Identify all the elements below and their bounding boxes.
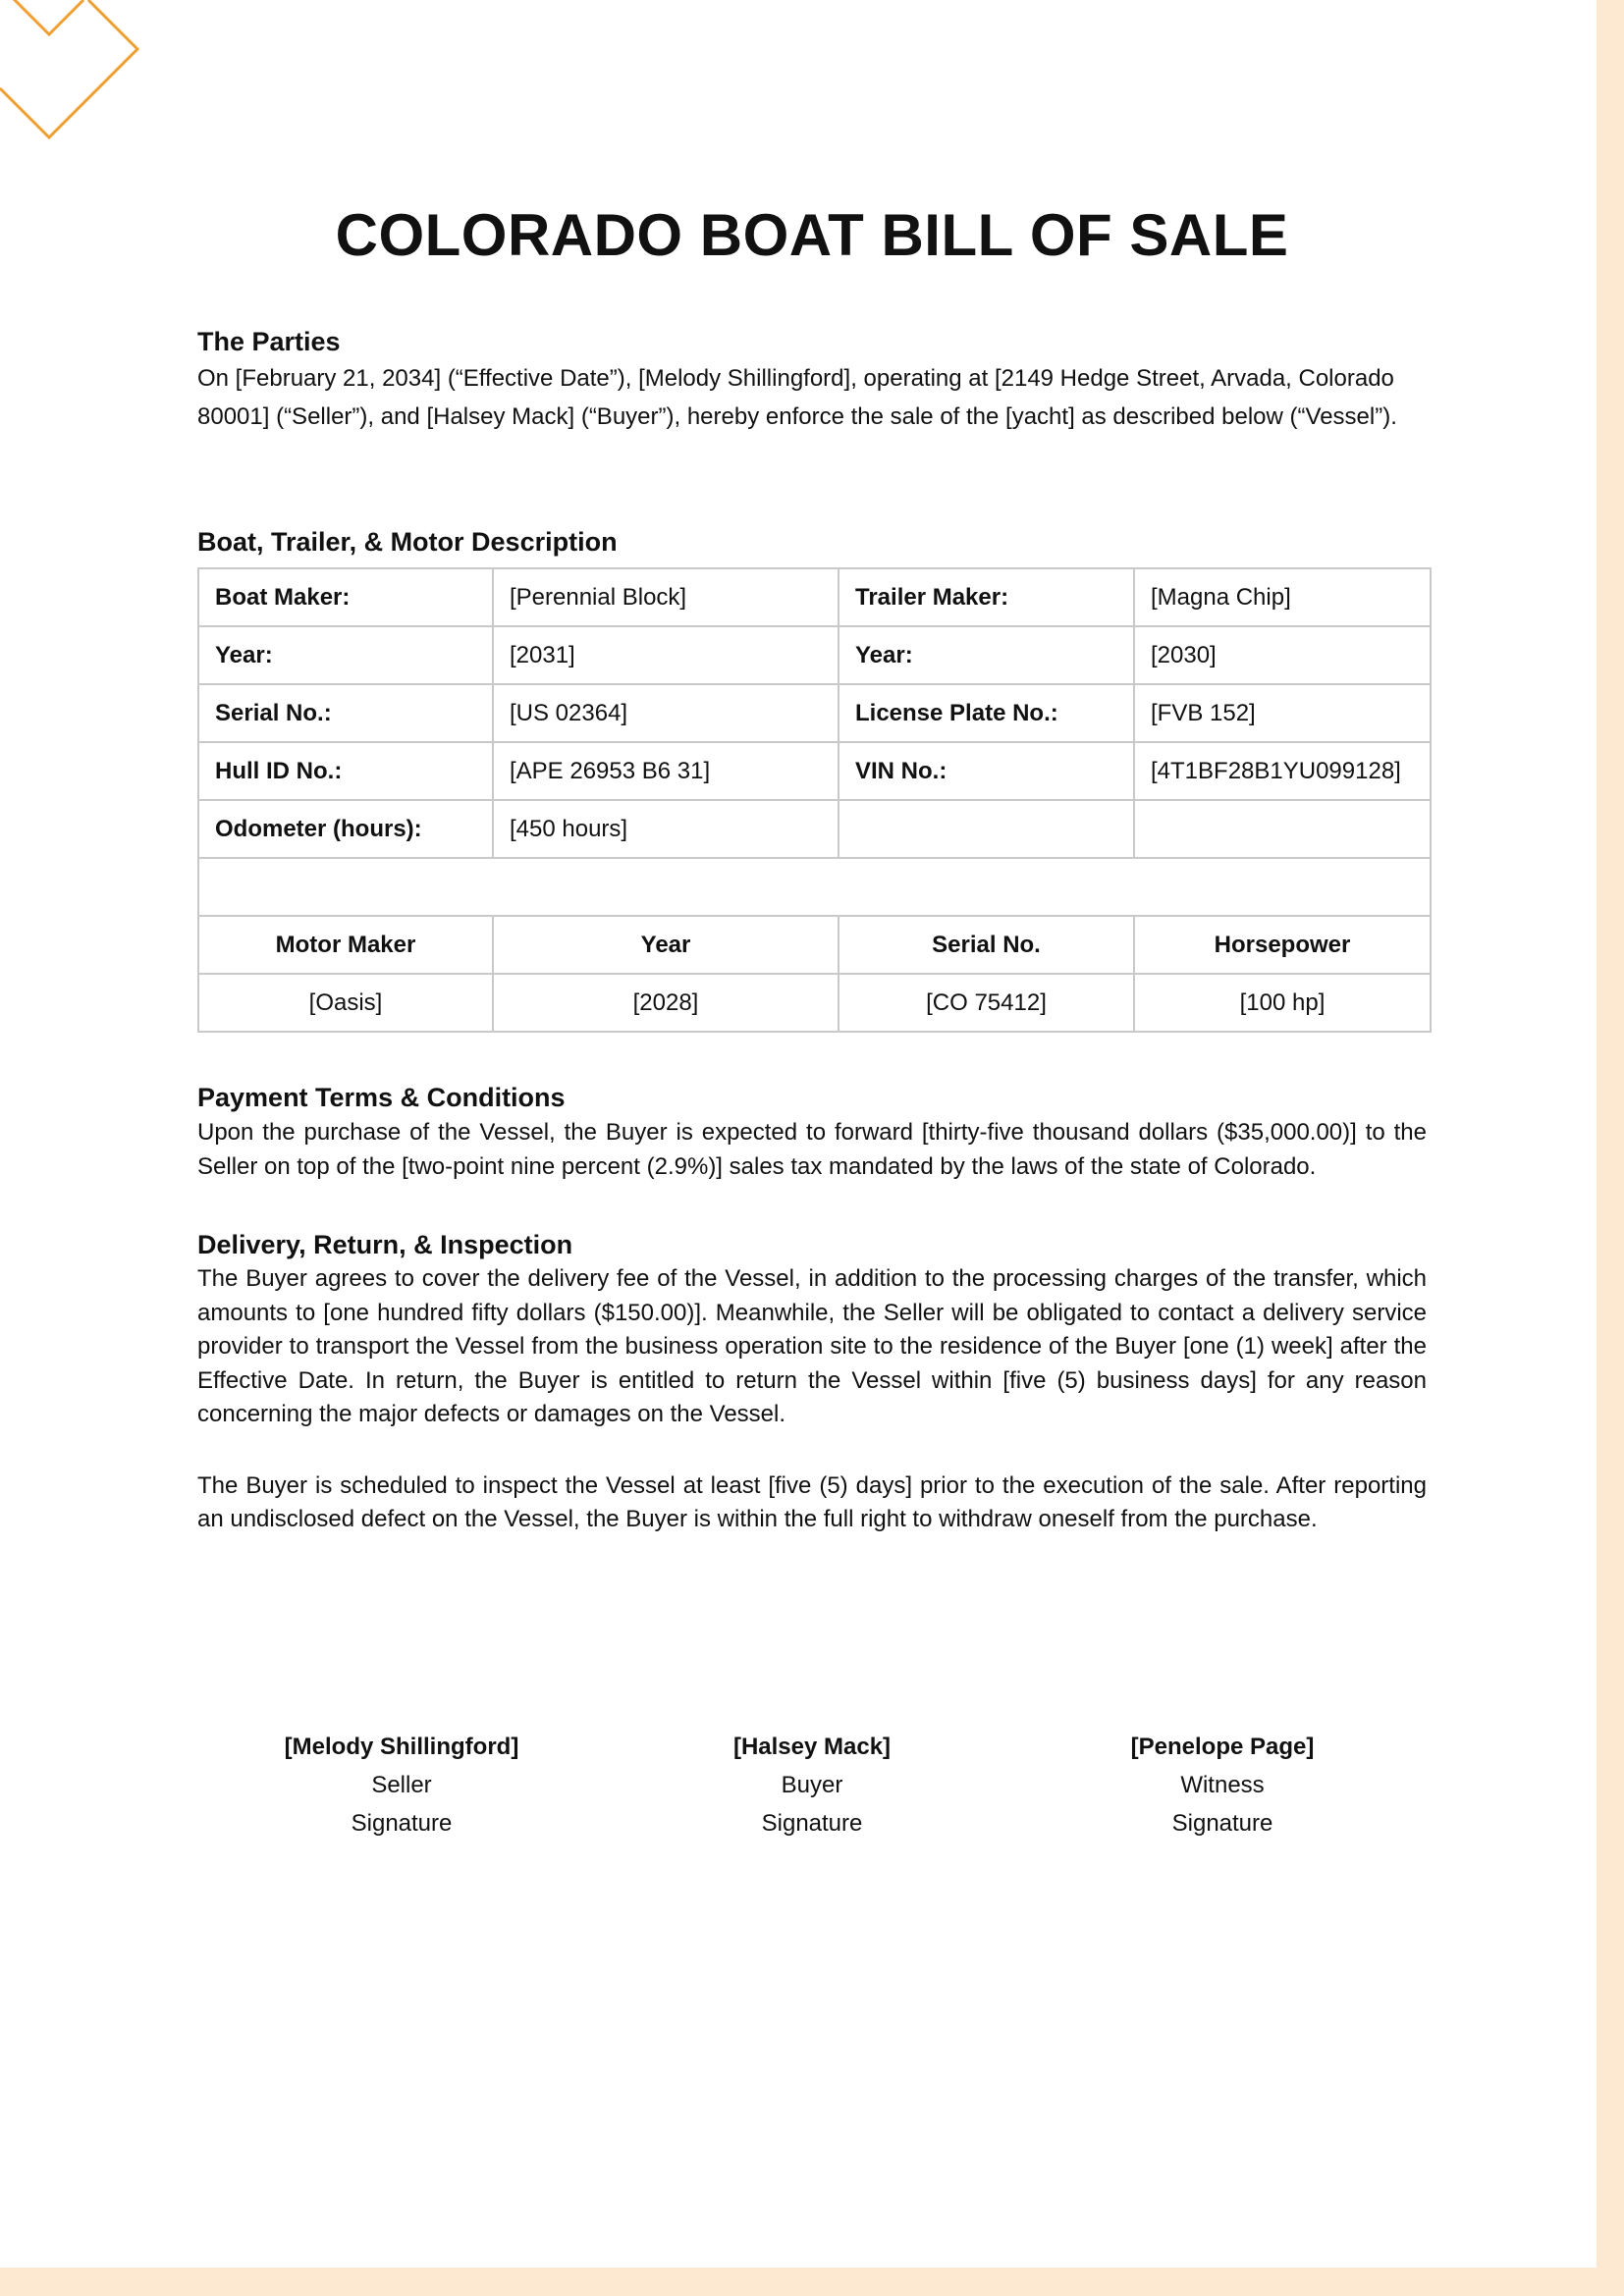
seller-name: [Melody Shillingford]: [284, 1734, 519, 1760]
seller-signature-line: Signature: [351, 1810, 453, 1837]
motor-maker-header: Motor Maker: [198, 916, 493, 974]
table-spacer-row: [198, 858, 1431, 916]
table-row: [198, 800, 1431, 858]
page-frame-right: [1597, 0, 1624, 2296]
motor-serial-value: [CO 75412]: [839, 974, 1134, 1032]
hull-id-value: [APE 26953 B6 31]: [493, 742, 839, 800]
payment-text: Upon the purchase of the Vessel, the Buyer is expected to forward [thirty-five thousand dollars ($35,000.00)] to the Seller on top of the [two-point nine percent (2.9%)] sales tax mandated by the laws of the state of Colorado.: [197, 1119, 1427, 1180]
spacer-cell: [198, 858, 1431, 916]
delivery-heading: Delivery, Return, & Inspection: [197, 1230, 573, 1259]
buyer-role: Buyer: [781, 1772, 843, 1798]
witness-name: [Penelope Page]: [1130, 1734, 1315, 1760]
trailer-maker-label: Trailer Maker:: [839, 568, 1134, 626]
witness-signature-line: Signature: [1171, 1810, 1273, 1837]
vin-value: [4T1BF28B1YU099128]: [1134, 742, 1431, 800]
seller-signature-block: [195, 1728, 608, 1842]
empty-cell: [1134, 800, 1431, 858]
table-row: [198, 568, 1431, 626]
boat-year-label: Year:: [198, 626, 493, 684]
page-frame-bottom: [0, 2268, 1624, 2296]
buyer-signature-line: Signature: [761, 1810, 863, 1837]
motor-horsepower-value: [100 hp]: [1134, 974, 1431, 1032]
trailer-maker-value: [Magna Chip]: [1134, 568, 1431, 626]
delivery-text-1: The Buyer agrees to cover the delivery fee of the Vessel, in addition to the processing charges of the transfer, which amounts to [one hundred fifty dollars ($150.00)]. Meanwhile, the Seller will be obligated to contact a delivery service provider to transport the Vessel from the business operation site to the residence of the Buyer [one (1) week] after the Effective Date. In return, the Buyer is entitled to return the Vessel within [five (5) business days] for any reason concerning the major defects or damages on the Vessel.: [197, 1265, 1427, 1427]
motor-header-row: [198, 916, 1431, 974]
trailer-year-label: Year:: [839, 626, 1134, 684]
motor-horsepower-header: Horsepower: [1134, 916, 1431, 974]
payment-section: [197, 1083, 1427, 1184]
boat-maker-label: Boat Maker:: [198, 568, 493, 626]
odometer-label: Odometer (hours):: [198, 800, 493, 858]
corner-diamond-decoration: [0, 0, 157, 167]
buyer-name: [Halsey Mack]: [732, 1734, 892, 1760]
empty-cell: [839, 800, 1134, 858]
buyer-signature-block: [606, 1728, 1018, 1842]
witness-role: Witness: [1180, 1772, 1265, 1798]
motor-year-value: [2028]: [493, 974, 839, 1032]
boat-maker-value: [Perennial Block]: [493, 568, 839, 626]
trailer-year-value: [2030]: [1134, 626, 1431, 684]
delivery-section: [197, 1230, 1427, 1537]
license-plate-value: [FVB 152]: [1134, 684, 1431, 742]
motor-maker-value: [Oasis]: [198, 974, 493, 1032]
table-row: [198, 742, 1431, 800]
motor-serial-header: Serial No.: [839, 916, 1134, 974]
license-plate-label: License Plate No.:: [839, 684, 1134, 742]
boat-serial-value: [US 02364]: [493, 684, 839, 742]
parties-heading: The Parties: [197, 327, 341, 356]
payment-heading: Payment Terms & Conditions: [197, 1083, 566, 1112]
parties-section: [197, 327, 1427, 436]
seller-role: Seller: [371, 1772, 432, 1798]
parties-text: On [February 21, 2034] (“Effective Date”), [Melody Shillingford], operating at [2149 Hedge Street, Arvada, Colorado 80001] (“Seller”), and [Halsey Mack] (“Buyer”), hereby enforce the sale of the [yacht] as described below (“Vessel”).: [197, 365, 1397, 430]
vin-label: VIN No.:: [839, 742, 1134, 800]
odometer-value: [450 hours]: [493, 800, 839, 858]
table-row: [198, 626, 1431, 684]
hull-id-label: Hull ID No.:: [198, 742, 493, 800]
motor-value-row: [198, 974, 1431, 1032]
description-table: [197, 567, 1432, 1033]
witness-signature-block: [1016, 1728, 1429, 1842]
document-title: COLORADO BOAT BILL OF SALE: [335, 202, 1289, 268]
description-section: [197, 527, 1427, 558]
motor-year-header: Year: [493, 916, 839, 974]
boat-year-value: [2031]: [493, 626, 839, 684]
table-row: [198, 684, 1431, 742]
boat-serial-label: Serial No.:: [198, 684, 493, 742]
delivery-text-2: The Buyer is scheduled to inspect the Vessel at least [five (5) days] prior to the execution of the sale. After reporting an undisclosed defect on the Vessel, the Buyer is within the full right to withdraw oneself from the purchase.: [197, 1471, 1427, 1532]
description-heading: Boat, Trailer, & Motor Description: [197, 527, 618, 557]
